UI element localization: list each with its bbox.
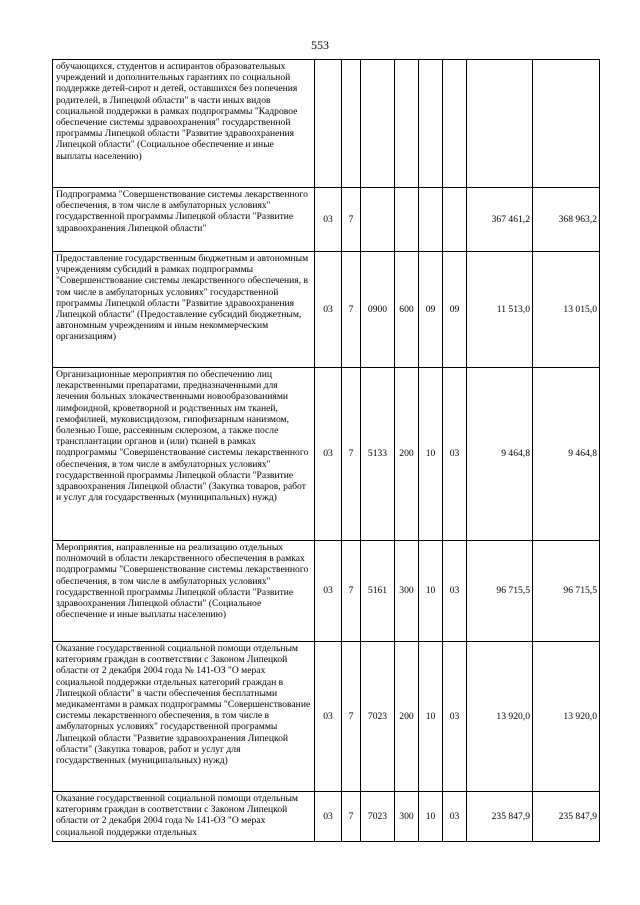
cell-program-code (342, 60, 361, 188)
cell-expense-type: 200 (395, 642, 419, 792)
row-description: Мероприятия, направленные на реализацию отдельных полномочий в области лекарственного обеспечения в рамках подпрограммы "Совершенствование системы лекарственного обеспечения, в том числе в амбулаторных условиях" государственной программы Липецкой области "Развитие здравоохранения Липецкой области" (Социальное обеспечение и иные выплаты населению) (53, 541, 315, 642)
budget-table (52, 59, 600, 842)
cell-program-code: 7 (342, 368, 361, 541)
cell-amount-year2: 9 464,8 (533, 368, 600, 541)
cell-subsection: 09 (443, 252, 467, 368)
cell-ministry-code: 03 (315, 252, 342, 368)
cell-article-code: 7023 (361, 642, 395, 792)
cell-expense-type: 300 (395, 541, 419, 642)
cell-expense-type: 600 (395, 252, 419, 368)
page-number: 553 (311, 38, 329, 52)
cell-section: 10 (419, 541, 443, 642)
cell-section: 10 (419, 642, 443, 792)
table-row (53, 60, 600, 188)
cell-subsection (443, 188, 467, 252)
cell-amount-year1: 11 513,0 (467, 252, 533, 368)
cell-subsection: 03 (443, 541, 467, 642)
cell-expense-type (395, 188, 419, 252)
cell-ministry-code: 03 (315, 541, 342, 642)
cell-program-code: 7 (342, 792, 361, 842)
cell-amount-year2: 13 015,0 (533, 252, 600, 368)
cell-amount-year1: 235 847,9 (467, 792, 533, 842)
table-row (53, 252, 600, 368)
cell-amount-year1: 96 715,5 (467, 541, 533, 642)
cell-amount-year2: 96 715,5 (533, 541, 600, 642)
row-description: обучающихся, студентов и аспирантов образовательных учреждений и дополнительных гарантиях по социальной поддержке детей-сирот и детей, оставшихся без попечения родителей, в Липецкой области" в части иных видов социальной поддержки в рамках подпрограммы "Кадровое обеспечение системы здравоохранения" государственной программы Липецкой области "Развитие здравоохранения Липецкой области" (Социальное обеспечение и иные выплаты населению) (53, 60, 315, 188)
cell-amount-year2: 13 920,0 (533, 642, 600, 792)
cell-expense-type (395, 60, 419, 188)
table-row (53, 792, 600, 842)
table-row (53, 368, 600, 541)
cell-amount-year2: 368 963,2 (533, 188, 600, 252)
row-description: Оказание государственной социальной помощи отдельным категориям граждан в соответствии с Законом Липецкой области от 2 декабря 2004 года № 141-ОЗ "О мерах социальной поддержки отдельных (53, 792, 315, 842)
row-description: Подпрограмма "Совершенствование системы лекарственного обеспечения, в том числе в амбулаторных условиях" государственной программы Липецкой области "Развитие здравоохранения Липецкой области" (53, 188, 315, 252)
table-row (53, 541, 600, 642)
cell-section: 10 (419, 792, 443, 842)
cell-article-code: 0900 (361, 252, 395, 368)
cell-amount-year1 (467, 60, 533, 188)
cell-section: 09 (419, 252, 443, 368)
cell-program-code: 7 (342, 642, 361, 792)
cell-amount-year1: 367 461,2 (467, 188, 533, 252)
cell-program-code: 7 (342, 252, 361, 368)
cell-section: 10 (419, 368, 443, 541)
cell-section (419, 188, 443, 252)
cell-article-code: 5133 (361, 368, 395, 541)
cell-article-code: 7023 (361, 792, 395, 842)
cell-amount-year2 (533, 60, 600, 188)
cell-article-code (361, 188, 395, 252)
cell-program-code: 7 (342, 541, 361, 642)
cell-ministry-code: 03 (315, 792, 342, 842)
cell-amount-year1: 9 464,8 (467, 368, 533, 541)
cell-subsection: 03 (443, 792, 467, 842)
row-description: Организационные мероприятия по обеспечению лиц лекарственными препаратами, предназначенными для лечения больных злокачественными новообразованиями лимфоидной, кроветворной и родственных им тканей, гемофилией, муковисцидозом, гипофизарным нанизмом, болезнью Гоше, рассеянным склерозом, а также после трансплантации органов и (или) тканей в рамках подпрограммы "Совершенствование системы лекарственного обеспечения, в том числе в амбулаторных условиях" государственной программы Липецкой области "Развитие здравоохранения Липецкой области" (Закупка товаров, работ и услуг для государственных (муниципальных) нужд) (53, 368, 315, 541)
cell-section (419, 60, 443, 188)
cell-ministry-code: 03 (315, 368, 342, 541)
cell-ministry-code: 03 (315, 642, 342, 792)
cell-amount-year1: 13 920,0 (467, 642, 533, 792)
table-row (53, 642, 600, 792)
cell-expense-type: 300 (395, 792, 419, 842)
table-row (53, 188, 600, 252)
row-description: Предоставление государственным бюджетным и автономным учреждениям субсидий в рамках подпрограммы "Совершенствование системы лекарственного обеспечения, в том числе в амбулаторных условиях" государственной программы Липецкой области "Развитие здравоохранения Липецкой области" (Предоставление субсидий бюджетным, автономным учреждениям и иным некоммерческим организациям) (53, 252, 315, 368)
cell-article-code: 5161 (361, 541, 395, 642)
cell-subsection: 03 (443, 368, 467, 541)
cell-subsection: 03 (443, 642, 467, 792)
cell-article-code (361, 60, 395, 188)
cell-ministry-code (315, 60, 342, 188)
cell-subsection (443, 60, 467, 188)
row-description: Оказание государственной социальной помощи отдельным категориям граждан в соответствии с Законом Липецкой области от 2 декабря 2004 года № 141-ОЗ "О мерах социальной поддержки отдельных категорий граждан в Липецкой области" в части обеспечения бесплатными медикаментами в рамках подпрограммы "Совершенствование системы лекарственного обеспечения, в том числе в амбулаторных условиях" государственной программы Липецкой области "Развитие здравоохранения Липецкой области" (Закупка товаров, работ и услуг для государственных (муниципальных) нужд) (53, 642, 315, 792)
cell-program-code: 7 (342, 188, 361, 252)
cell-ministry-code: 03 (315, 188, 342, 252)
cell-amount-year2: 235 847,9 (533, 792, 600, 842)
cell-expense-type: 200 (395, 368, 419, 541)
